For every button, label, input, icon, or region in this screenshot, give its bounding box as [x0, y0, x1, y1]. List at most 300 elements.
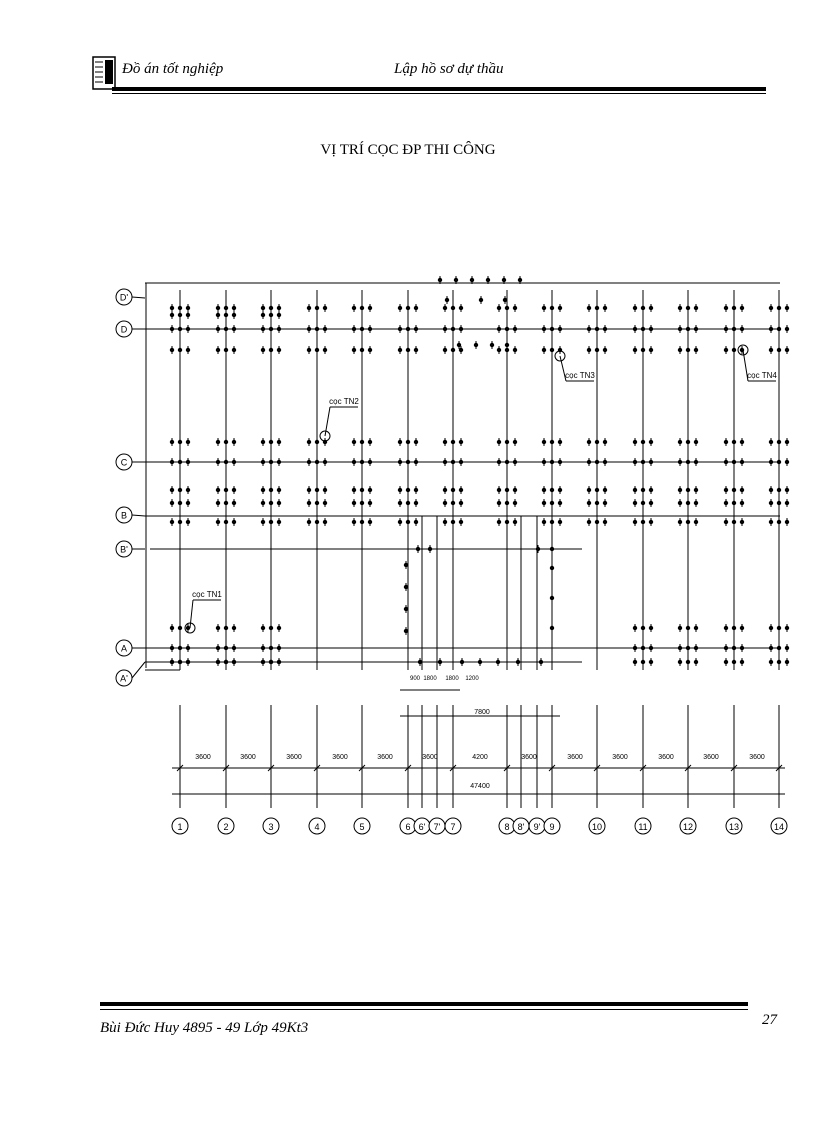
pile-mark [216, 348, 220, 352]
pile-mark [224, 460, 228, 464]
pile-mark [595, 501, 599, 505]
pile-mark [769, 440, 773, 444]
pile-mark [785, 520, 789, 524]
school-logo [92, 56, 116, 90]
pile-mark [232, 488, 236, 492]
pile-mark [587, 306, 591, 310]
pile-mark [170, 306, 174, 310]
span-dimension: 3600 [332, 754, 348, 761]
pile-mark [550, 488, 554, 492]
pile-mark [232, 327, 236, 331]
pile-mark [186, 348, 190, 352]
pile-mark [678, 306, 682, 310]
row-axis-label: D [120, 324, 128, 335]
pile-mark [649, 488, 653, 492]
pile-mark [269, 327, 273, 331]
pile-mark [785, 306, 789, 310]
row-axis-label: B' [120, 544, 128, 555]
pile-mark [550, 348, 554, 352]
pile-mark [558, 501, 562, 505]
pile-mark [505, 460, 509, 464]
pile-mark [505, 306, 509, 310]
pile-mark [649, 660, 653, 664]
pile-mark [368, 501, 372, 505]
pile-mark [170, 660, 174, 664]
pile-mark [277, 646, 281, 650]
pile-mark [724, 348, 728, 352]
pile-mark [261, 646, 265, 650]
pile-mark [603, 440, 607, 444]
pile-mark [451, 348, 455, 352]
pile-mark [261, 460, 265, 464]
pile-mark [649, 327, 653, 331]
pile-mark [406, 306, 410, 310]
test-pile-label: cọc TN3 [565, 371, 595, 380]
pile-mark [558, 520, 562, 524]
pile-mark [732, 488, 736, 492]
pile-mark [694, 306, 698, 310]
pile-mark [438, 660, 442, 664]
pile-mark [406, 460, 410, 464]
pile-mark [277, 313, 281, 317]
pile-mark [595, 327, 599, 331]
span-dimension: 3600 [521, 754, 537, 761]
pile-mark [368, 488, 372, 492]
pile-mark [678, 327, 682, 331]
pile-mark [641, 440, 645, 444]
column-axis-label: 9' [533, 822, 541, 832]
pile-mark [368, 348, 372, 352]
pile-mark [398, 520, 402, 524]
pile-mark [352, 306, 356, 310]
pile-mark [686, 327, 690, 331]
pile-mark [178, 520, 182, 524]
pile-mark [740, 348, 744, 352]
pile-mark [641, 460, 645, 464]
pile-mark [777, 327, 781, 331]
pile-mark [694, 327, 698, 331]
pile-mark [505, 488, 509, 492]
pile-mark [558, 488, 562, 492]
pile-mark [486, 278, 490, 282]
column-axis-label: 6 [405, 822, 411, 832]
span-dimension: 3600 [240, 754, 256, 761]
pile-mark [315, 501, 319, 505]
pile-mark [307, 440, 311, 444]
pile-mark [170, 520, 174, 524]
pile-mark [542, 520, 546, 524]
pile-mark [368, 520, 372, 524]
pile-mark [170, 313, 174, 317]
pile-mark [516, 660, 520, 664]
column-axis-label: 1 [177, 822, 183, 832]
pile-mark [398, 460, 402, 464]
pile-mark [454, 278, 458, 282]
pile-mark [352, 327, 356, 331]
pile-mark [352, 440, 356, 444]
inner-dimension: 900 [409, 676, 421, 682]
pile-mark [785, 626, 789, 630]
pile-mark [777, 488, 781, 492]
pile-mark [542, 306, 546, 310]
pile-mark [224, 646, 228, 650]
pile-mark [360, 348, 364, 352]
pile-mark [216, 520, 220, 524]
pile-mark [641, 501, 645, 505]
pile-mark [315, 348, 319, 352]
pile-mark [550, 520, 554, 524]
pile-mark [732, 327, 736, 331]
pile-mark [352, 488, 356, 492]
pile-mark [740, 327, 744, 331]
pile-mark [315, 306, 319, 310]
span-dimension: 3600 [567, 754, 583, 761]
pile-mark [550, 501, 554, 505]
pile-mark [550, 440, 554, 444]
pile-mark [443, 306, 447, 310]
pile-mark [542, 440, 546, 444]
pile-mark [398, 440, 402, 444]
pile-mark [490, 343, 494, 347]
row-axis-label: A' [120, 673, 128, 684]
span-dimension: 3600 [703, 754, 719, 761]
pile-mark [216, 501, 220, 505]
pile-mark [315, 440, 319, 444]
pile-mark [216, 327, 220, 331]
pile-mark [558, 306, 562, 310]
pile-mark [503, 298, 507, 302]
span-dimension: 3600 [422, 754, 438, 761]
pile-mark [315, 327, 319, 331]
pile-mark [678, 520, 682, 524]
pile-mark [732, 440, 736, 444]
pile-mark [785, 460, 789, 464]
pile-mark [633, 520, 637, 524]
axis-leader [132, 662, 145, 678]
span-dimension: 3600 [749, 754, 765, 761]
column-axis-label: 7' [433, 822, 441, 832]
pile-mark [732, 520, 736, 524]
pile-mark [769, 646, 773, 650]
pile-mark [603, 501, 607, 505]
test-pile-label: cọc TN2 [329, 397, 359, 406]
pile-mark [603, 460, 607, 464]
pile-mark [368, 440, 372, 444]
test-pile-label: cọc TN1 [192, 590, 222, 599]
pile-mark [460, 660, 464, 664]
pile-mark [178, 488, 182, 492]
pile-mark [497, 460, 501, 464]
pile-mark [277, 488, 281, 492]
pile-mark [186, 660, 190, 664]
pile-mark [686, 440, 690, 444]
pile-mark [724, 327, 728, 331]
pile-mark [224, 626, 228, 630]
pile-mark [785, 327, 789, 331]
pile-mark [724, 646, 728, 650]
pile-mark [777, 626, 781, 630]
pile-mark [170, 440, 174, 444]
pile-mark [459, 327, 463, 331]
pile-mark [414, 306, 418, 310]
pile-layout-drawing [100, 270, 790, 850]
pile-mark [478, 660, 482, 664]
pile-mark [404, 607, 408, 611]
pile-mark [232, 626, 236, 630]
pile-mark [398, 327, 402, 331]
pile-mark [513, 501, 517, 505]
pile-mark [224, 313, 228, 317]
column-axis-label: 13 [728, 822, 740, 832]
inner-dimension: 1800 [423, 676, 437, 682]
pile-mark [732, 646, 736, 650]
span-dimension: 3600 [377, 754, 393, 761]
pile-mark [785, 348, 789, 352]
pile-mark [550, 566, 554, 570]
pile-mark [633, 660, 637, 664]
pile-mark [451, 306, 455, 310]
pile-mark [686, 488, 690, 492]
footer-rule [100, 1002, 748, 1006]
pile-mark [216, 660, 220, 664]
pile-mark [686, 306, 690, 310]
pile-mark [785, 660, 789, 664]
pile-mark [269, 520, 273, 524]
pile-mark [404, 585, 408, 589]
pile-mark [686, 626, 690, 630]
pile-mark [769, 306, 773, 310]
pile-mark [694, 440, 698, 444]
pile-mark [678, 460, 682, 464]
pile-mark [170, 488, 174, 492]
pile-mark [406, 501, 410, 505]
pile-mark [307, 348, 311, 352]
pile-mark [649, 440, 653, 444]
pile-mark [641, 488, 645, 492]
pile-mark [558, 440, 562, 444]
pile-mark [232, 313, 236, 317]
pile-mark [307, 520, 311, 524]
pile-mark [261, 488, 265, 492]
pile-mark [641, 306, 645, 310]
pile-mark [428, 547, 432, 551]
pile-mark [232, 348, 236, 352]
header-rule [112, 87, 766, 91]
pile-mark [418, 660, 422, 664]
pile-mark [404, 629, 408, 633]
pile-mark [558, 327, 562, 331]
row-axis-label: D' [119, 292, 129, 303]
pile-mark [186, 460, 190, 464]
pile-mark [649, 646, 653, 650]
pile-mark [678, 488, 682, 492]
pile-mark [769, 626, 773, 630]
pile-mark [459, 501, 463, 505]
pile-mark [497, 327, 501, 331]
pile-mark [550, 327, 554, 331]
pile-mark [641, 646, 645, 650]
pile-mark [315, 520, 319, 524]
pile-mark [216, 313, 220, 317]
pile-mark [186, 440, 190, 444]
pile-mark [352, 348, 356, 352]
pile-mark [470, 278, 474, 282]
pile-mark [414, 488, 418, 492]
pile-mark [595, 488, 599, 492]
column-axis-label: 9 [549, 822, 555, 832]
column-axis-label: 3 [268, 822, 274, 832]
pile-mark [740, 626, 744, 630]
pile-mark [633, 501, 637, 505]
pile-mark [224, 306, 228, 310]
pile-mark [641, 348, 645, 352]
pile-mark [445, 298, 449, 302]
pile-mark [269, 660, 273, 664]
pile-mark [550, 626, 554, 630]
pile-mark [216, 440, 220, 444]
pile-mark [595, 460, 599, 464]
pile-mark [595, 520, 599, 524]
pile-mark [633, 488, 637, 492]
pile-mark [505, 501, 509, 505]
pile-mark [740, 488, 744, 492]
pile-mark [603, 488, 607, 492]
pile-mark [186, 488, 190, 492]
pile-mark [769, 501, 773, 505]
pile-mark [633, 460, 637, 464]
pile-mark [186, 501, 190, 505]
pile-mark [360, 501, 364, 505]
pile-mark [595, 440, 599, 444]
pile-mark [603, 348, 607, 352]
pile-mark [603, 327, 607, 331]
pile-mark [459, 488, 463, 492]
pile-mark [474, 343, 478, 347]
pile-mark [178, 626, 182, 630]
pile-mark [216, 306, 220, 310]
pile-mark [587, 348, 591, 352]
pile-mark [438, 278, 442, 282]
pile-mark [649, 460, 653, 464]
pile-mark [641, 626, 645, 630]
pile-mark [352, 520, 356, 524]
pile-mark [277, 306, 281, 310]
pile-mark [307, 306, 311, 310]
pile-mark [633, 440, 637, 444]
pile-mark [740, 660, 744, 664]
pile-mark [414, 440, 418, 444]
span-dimension: 3600 [612, 754, 628, 761]
pile-mark [678, 646, 682, 650]
pile-mark [740, 306, 744, 310]
pile-mark [261, 501, 265, 505]
pile-mark [443, 501, 447, 505]
pile-mark [232, 646, 236, 650]
pile-mark [352, 501, 356, 505]
column-axis-label: 14 [773, 822, 785, 832]
pile-mark [443, 488, 447, 492]
pile-mark [502, 278, 506, 282]
pile-mark [178, 327, 182, 331]
pile-mark [777, 348, 781, 352]
pile-mark [416, 547, 420, 551]
pile-mark [261, 313, 265, 317]
pile-mark [505, 440, 509, 444]
pile-mark [724, 660, 728, 664]
pile-mark [323, 520, 327, 524]
pile-mark [414, 520, 418, 524]
pile-mark [550, 547, 554, 551]
inner-dimension: 1800 [445, 676, 459, 682]
pile-mark [505, 327, 509, 331]
pile-mark [186, 313, 190, 317]
pile-mark [587, 520, 591, 524]
pile-mark [406, 348, 410, 352]
pile-mark [785, 440, 789, 444]
span-dimension: 3600 [286, 754, 302, 761]
pile-mark [178, 646, 182, 650]
pile-mark [360, 520, 364, 524]
pile-mark [513, 327, 517, 331]
pile-mark [550, 306, 554, 310]
pile-mark [587, 460, 591, 464]
pile-mark [352, 460, 356, 464]
pile-mark [261, 327, 265, 331]
pile-mark [224, 488, 228, 492]
pile-mark [277, 348, 281, 352]
pile-mark [678, 501, 682, 505]
pile-mark [414, 460, 418, 464]
pile-mark [724, 501, 728, 505]
pile-mark [323, 327, 327, 331]
pile-mark [178, 313, 182, 317]
pile-mark [550, 460, 554, 464]
column-axis-label: 10 [591, 822, 603, 832]
pile-mark [641, 327, 645, 331]
pile-mark [307, 327, 311, 331]
pile-mark [216, 646, 220, 650]
pile-mark [443, 460, 447, 464]
pile-mark [497, 440, 501, 444]
pile-mark [740, 520, 744, 524]
pile-mark [542, 460, 546, 464]
pile-mark [649, 348, 653, 352]
pile-mark [277, 501, 281, 505]
pile-mark [178, 306, 182, 310]
pile-mark [769, 460, 773, 464]
pile-mark [360, 488, 364, 492]
pile-mark [513, 520, 517, 524]
pile-mark [414, 348, 418, 352]
pile-mark [323, 306, 327, 310]
pile-mark [633, 348, 637, 352]
pile-mark [269, 646, 273, 650]
pile-mark [587, 501, 591, 505]
column-axis-label: 5 [359, 822, 365, 832]
pile-mark [216, 488, 220, 492]
pile-mark [451, 327, 455, 331]
pile-mark [686, 520, 690, 524]
pile-mark [404, 563, 408, 567]
pile-mark [497, 520, 501, 524]
pile-mark [724, 520, 728, 524]
span-dimension: 3600 [195, 754, 211, 761]
pile-mark [513, 440, 517, 444]
pile-mark [777, 520, 781, 524]
pile-mark [505, 343, 509, 347]
pile-mark [497, 306, 501, 310]
pile-mark [587, 327, 591, 331]
